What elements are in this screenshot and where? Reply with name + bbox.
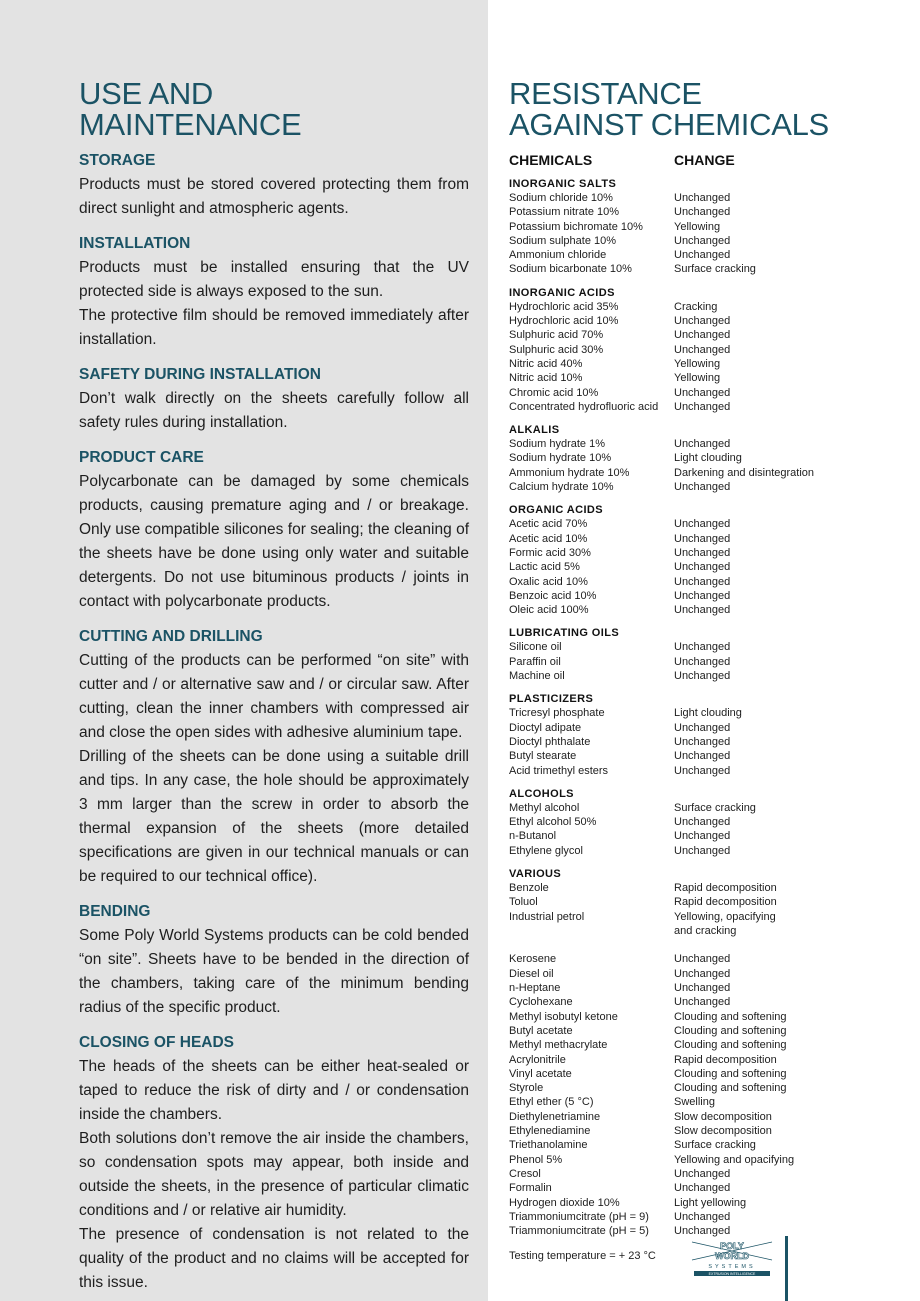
chemical-change: Unchanged xyxy=(674,589,731,602)
chemical-change: Rapid decomposition xyxy=(674,896,777,909)
section-title: SAFETY DURING INSTALLATION xyxy=(79,366,321,383)
chemical-row xyxy=(509,938,909,952)
chemical-row xyxy=(509,357,909,371)
chemical-change: Slow decomposition xyxy=(674,1125,772,1138)
chemical-change: Unchanged xyxy=(674,655,731,668)
chemical-name: Triethanolamine xyxy=(509,1139,588,1152)
chemical-change: Clouding and softening xyxy=(674,1024,787,1037)
chemical-name: Calcium hydrate 10% xyxy=(509,481,614,494)
section-title: PRODUCT CARE xyxy=(79,449,204,466)
chemical-row xyxy=(509,480,909,494)
chemical-name: Phenol 5% xyxy=(509,1153,563,1166)
chemical-name: Sulphuric acid 30% xyxy=(509,343,604,356)
chemical-row xyxy=(509,1138,909,1152)
section-paragraph: The presence of condensation is not related to the quality of the product and no claims will be accepted for this issue. xyxy=(79,1226,469,1291)
chemical-row xyxy=(509,205,909,219)
footer-accent-line xyxy=(785,1236,788,1301)
section-title: BENDING xyxy=(79,903,151,920)
chemical-row xyxy=(509,451,909,465)
chemical-name: Hydrochloric acid 10% xyxy=(509,315,619,328)
chemical-change: Surface cracking xyxy=(674,263,756,276)
chemical-change: Unchanged xyxy=(674,561,731,574)
chemical-name: Silicone oil xyxy=(509,641,562,654)
chemical-name: Oleic acid 100% xyxy=(509,604,589,617)
chemical-group-title: LUBRICATING OILS xyxy=(509,627,620,640)
chemical-change: Unchanged xyxy=(674,518,731,531)
chemical-change: Clouding and softening xyxy=(674,1010,787,1023)
chemical-group-title: ORGANIC ACIDS xyxy=(509,504,604,517)
section-title: STORAGE xyxy=(79,152,156,169)
chemical-group-title: INORGANIC SALTS xyxy=(509,178,617,190)
chemical-name: Chromic acid 10% xyxy=(509,386,599,399)
chemical-row xyxy=(509,844,909,858)
chemical-row xyxy=(509,895,909,909)
chemical-change: Unchanged xyxy=(674,206,731,219)
chemical-name: Ammonium chloride xyxy=(509,249,607,262)
heading-line-2: AGAINST CHEMICALS xyxy=(509,107,829,142)
chemical-name: Acrylonitrile xyxy=(509,1053,566,1066)
chemical-change xyxy=(674,938,909,952)
chemical-row xyxy=(509,1210,909,1224)
chemical-row xyxy=(509,220,909,234)
chemical-change: Unchanged xyxy=(674,400,731,413)
chemical-name: Vinyl acetate xyxy=(509,1067,572,1080)
chemical-row xyxy=(509,191,909,205)
chemical-row xyxy=(509,262,909,276)
chemical-row xyxy=(509,881,909,895)
chemical-name: Machine oil xyxy=(509,670,565,683)
chemical-row xyxy=(509,1153,909,1167)
section-title: CLOSING OF HEADS xyxy=(79,1034,235,1051)
chemical-row xyxy=(509,735,909,749)
chemical-row xyxy=(509,517,909,531)
chemical-row xyxy=(509,248,909,262)
chemical-row xyxy=(509,371,909,385)
chemical-change: Unchanged xyxy=(674,982,731,995)
section-paragraph: The protective film should be removed immediately after installation. xyxy=(79,307,469,348)
chemical-group-title: ALCOHOLS xyxy=(509,787,574,800)
chemical-change: Unchanged xyxy=(674,641,731,654)
chemical-name: Methyl alcohol xyxy=(509,801,580,814)
section-paragraph: Drilling of the sheets can be done using a suitable drill and tips. In any case, the hole should be approximately 3 mm larger than the screw in order to absorb the thermal expansion of the sheets (more detailed specifications are given in our technical manuals or can be required to our technical office). xyxy=(79,748,469,885)
chemical-change: Slow decomposition xyxy=(674,1110,772,1123)
chemical-change: Unchanged xyxy=(674,575,731,588)
chemical-row xyxy=(509,328,909,342)
chemical-row xyxy=(509,589,909,603)
chemical-change: Unchanged xyxy=(674,735,731,748)
heading-line-2: MAINTENANCE xyxy=(79,107,302,142)
chemical-change: Yellowing, opacifying and cracking xyxy=(674,910,776,937)
chemical-change: Yellowing xyxy=(674,220,721,233)
maintenance-sections xyxy=(79,152,469,1295)
chemical-name: Nitric acid 10% xyxy=(509,372,583,385)
chemical-row xyxy=(509,1081,909,1095)
chemical-name: Concentrated hydrofluoric acid xyxy=(509,400,659,413)
chemical-change: Light clouding xyxy=(674,452,742,465)
section-paragraph: Both solutions don’t remove the air inside the chambers, so condensation spots may appear, both inside and outside the sheets, in the presence of particular climatic conditions and / or relative air humidity. xyxy=(79,1130,469,1219)
chemical-change: Unchanged xyxy=(674,844,731,857)
chemical-change: Unchanged xyxy=(674,1225,731,1238)
chemical-group-title: ALKALIS xyxy=(509,424,560,437)
chemical-change: Unchanged xyxy=(674,816,731,829)
chemical-change: Unchanged xyxy=(674,481,731,494)
chemical-row xyxy=(509,1010,909,1024)
chemical-change: Unchanged xyxy=(674,546,731,559)
chemical-name: Acid trimethyl esters xyxy=(509,764,609,777)
chemical-name: Dioctyl adipate xyxy=(509,721,582,734)
chemical-change: Unchanged xyxy=(674,1167,731,1180)
chemical-row xyxy=(509,801,909,815)
chemical-row xyxy=(509,343,909,357)
chemical-row xyxy=(509,560,909,574)
chemical-name: Dioctyl phthalate xyxy=(509,735,591,748)
chemical-name: Sulphuric acid 70% xyxy=(509,329,604,342)
chemical-name: Methyl isobutyl ketone xyxy=(509,1010,618,1023)
chemical-change: Yellowing xyxy=(674,357,721,370)
chemical-change: Unchanged xyxy=(674,329,731,342)
chemical-row xyxy=(509,967,909,981)
chemical-group-title: PLASTICIZERS xyxy=(509,693,594,706)
chemical-change: Clouding and softening xyxy=(674,1067,787,1080)
chemical-row xyxy=(509,437,909,451)
logo-tagline-text: EXTRUSION INTELLIGENCE xyxy=(708,1272,756,1276)
chemical-name: Ethylenediamine xyxy=(509,1125,591,1138)
chemical-change: Unchanged xyxy=(674,192,731,204)
chemical-change: Clouding and softening xyxy=(674,1039,787,1052)
chemical-name: Ammonium hydrate 10% xyxy=(509,466,630,479)
chemical-row xyxy=(509,532,909,546)
chemical-change: Darkening and disintegration xyxy=(674,466,815,479)
chemical-change: Unchanged xyxy=(674,343,731,356)
chemical-row xyxy=(509,1038,909,1052)
chemical-row xyxy=(509,669,909,683)
chemical-row xyxy=(509,1095,909,1109)
section-paragraph: Products must be stored covered protecting them from direct sunlight and atmospheric agents. xyxy=(79,176,469,217)
chemical-change: Unchanged xyxy=(674,996,731,1009)
chemical-resistance-column xyxy=(509,78,909,1262)
chemical-name: Butyl acetate xyxy=(509,1024,573,1037)
chemical-change: Unchanged xyxy=(674,830,731,843)
logo-world-text: WORLD xyxy=(715,1251,749,1261)
chemical-row xyxy=(509,995,909,1009)
chemical-row xyxy=(509,1110,909,1124)
logo-systems-text: SYSTEMS xyxy=(708,1264,756,1270)
chemical-name: Methyl methacrylate xyxy=(509,1039,608,1052)
chemical-change: Unchanged xyxy=(674,750,731,763)
chemical-name: Paraffin oil xyxy=(509,655,561,668)
chemical-name: Kerosene xyxy=(509,953,557,966)
chemical-name: Triammoniumcitrate (pH = 5) xyxy=(509,1225,649,1238)
chemical-name: Sodium sulphate 10% xyxy=(509,234,617,247)
chemical-change: Unchanged xyxy=(674,386,731,399)
chemical-row xyxy=(509,1224,909,1238)
use-maintenance-heading xyxy=(79,78,469,140)
chemical-change: Surface cracking xyxy=(674,1139,756,1152)
section-paragraph: Polycarbonate can be damaged by some chemicals products, causing premature aging and / or breakage. Only use compatible silicones for sealing; the cleaning of the sheets have be done using only water and suitable detergents. Do not use bituminous products / joints in contact with polycarbonate products. xyxy=(79,473,469,610)
chemical-change: Unchanged xyxy=(674,1210,731,1223)
chemical-groups xyxy=(509,177,909,1238)
chemical-name: n-Heptane xyxy=(509,982,561,995)
chemical-change: Yellowing xyxy=(674,372,721,385)
chemical-row xyxy=(509,1124,909,1138)
chemical-change: Unchanged xyxy=(674,604,731,617)
chemical-row xyxy=(509,721,909,735)
chemical-name: Lactic acid 5% xyxy=(509,561,580,574)
chemical-row xyxy=(509,1024,909,1038)
chemical-name: Hydrochloric acid 35% xyxy=(509,300,619,313)
chemical-row xyxy=(509,640,909,654)
chemical-change: Surface cracking xyxy=(674,801,756,814)
chemical-change: Light clouding xyxy=(674,707,742,720)
chemical-change: Unchanged xyxy=(674,967,731,980)
chemical-name: Cresol xyxy=(509,1167,541,1180)
logo-poly-text: POLY xyxy=(720,1241,744,1251)
chemical-name: Ethylene glycol xyxy=(509,844,583,857)
chemical-name: Formalin xyxy=(509,1182,552,1195)
chemical-row xyxy=(509,314,909,328)
chemicals-column-header: CHEMICALS xyxy=(509,152,593,168)
chemical-row xyxy=(509,400,909,414)
chemical-name: Diesel oil xyxy=(509,967,554,980)
chemical-row xyxy=(509,386,909,400)
chemical-change: Yellowing and opacifying xyxy=(674,1153,795,1166)
section-paragraph: Don’t walk directly on the sheets carefully follow all safety rules during installation. xyxy=(79,390,469,431)
chemical-change: Unchanged xyxy=(674,721,731,734)
chemical-row xyxy=(509,829,909,843)
chemical-name: Industrial petrol xyxy=(509,910,585,923)
chemical-row xyxy=(509,1053,909,1067)
chemical-name: Styrole xyxy=(509,1082,544,1095)
chemical-change: Unchanged xyxy=(674,670,731,683)
change-column-header: CHANGE xyxy=(674,152,735,168)
chemical-name: n-Butanol xyxy=(509,830,557,843)
chemical-name: Sodium hydrate 1% xyxy=(509,438,605,451)
chemical-row xyxy=(509,655,909,669)
table-header xyxy=(509,152,909,168)
chemical-row xyxy=(509,749,909,763)
chemical-name: Butyl stearate xyxy=(509,750,577,763)
chemical-change: Unchanged xyxy=(674,532,731,545)
chemical-change: Unchanged xyxy=(674,249,731,262)
chemical-row xyxy=(509,952,909,966)
chemical-change: Rapid decomposition xyxy=(674,881,777,894)
chemical-row xyxy=(509,910,909,939)
section-title: INSTALLATION xyxy=(79,235,191,252)
chemical-name: Formic acid 30% xyxy=(509,546,591,559)
chemical-name: Oxalic acid 10% xyxy=(509,575,588,588)
chemical-name: Acetic acid 10% xyxy=(509,532,588,545)
chemical-change: Unchanged xyxy=(674,1182,731,1195)
section-paragraph: Products must be installed ensuring that the UV protected side is always exposed to the sun. xyxy=(79,259,469,300)
heading-line-1: RESISTANCE xyxy=(509,76,702,111)
chemical-name: Sodium hydrate 10% xyxy=(509,452,612,465)
chemical-name: Benzole xyxy=(509,881,549,894)
chemical-name xyxy=(509,938,674,952)
chemical-group-title: VARIOUS xyxy=(509,867,562,880)
section-title: CUTTING AND DRILLING xyxy=(79,628,263,645)
section-paragraph: The heads of the sheets can be either heat-sealed or taped to reduce the risk of dirty and / or condensation inside the chambers. xyxy=(79,1058,469,1123)
chemical-row xyxy=(509,981,909,995)
chemical-name: Triammoniumcitrate (pH = 9) xyxy=(509,1210,649,1223)
chemical-name: Benzoic acid 10% xyxy=(509,589,597,602)
chemical-row xyxy=(509,466,909,480)
chemical-change: Unchanged xyxy=(674,764,731,777)
chemical-change: Unchanged xyxy=(674,953,731,966)
chemical-name: Ethyl ether (5 °C) xyxy=(509,1096,594,1109)
chemical-name: Acetic acid 70% xyxy=(509,518,588,531)
chemical-name: Nitric acid 40% xyxy=(509,357,583,370)
chemical-name: Potassium bichromate 10% xyxy=(509,220,643,233)
section-paragraph: Cutting of the products can be performed “on site” with cutter and / or alternative saw and / or circular saw. After cutting, clean the inner chambers with compressed air and close the open sides with adhesive aluminium tape. xyxy=(79,652,469,741)
chemical-change: Swelling xyxy=(674,1096,715,1109)
chemical-row xyxy=(509,603,909,617)
chemical-change: Unchanged xyxy=(674,234,731,247)
chemical-row xyxy=(509,1181,909,1195)
chemical-name: Hydrogen dioxide 10% xyxy=(509,1196,620,1209)
resistance-heading xyxy=(509,78,909,140)
chemical-row xyxy=(509,1167,909,1181)
chemical-change: Unchanged xyxy=(674,315,731,328)
chemical-change: Unchanged xyxy=(674,438,731,451)
chemical-row xyxy=(509,764,909,778)
chemical-change: Light yellowing xyxy=(674,1196,747,1209)
testing-temperature-note: Testing temperature = + 23 °C xyxy=(509,1250,656,1263)
chemical-row xyxy=(509,1067,909,1081)
chemical-row xyxy=(509,234,909,248)
poly-world-systems-logo xyxy=(690,1240,774,1278)
chemical-row xyxy=(509,815,909,829)
chemical-name: Potassium nitrate 10% xyxy=(509,206,620,219)
chemical-name: Diethylenetriamine xyxy=(509,1110,601,1123)
chemical-row xyxy=(509,1196,909,1210)
chemical-name: Toluol xyxy=(509,896,538,909)
chemical-change: Rapid decomposition xyxy=(674,1053,777,1066)
chemical-row xyxy=(509,546,909,560)
chemical-name: Sodium chloride 10% xyxy=(509,192,613,204)
chemical-name: Ethyl alcohol 50% xyxy=(509,816,597,829)
chemical-change: Cracking xyxy=(674,300,718,313)
chemical-row xyxy=(509,300,909,314)
chemical-change: Clouding and softening xyxy=(674,1082,787,1095)
heading-line-1: USE AND xyxy=(79,76,213,111)
section-paragraph: Some Poly World Systems products can be cold bended “on site”. Sheets have to be bended in the direction of the chambers, taking care of the minimum bending radius of the specific product. xyxy=(79,927,469,1016)
use-and-maintenance-column xyxy=(79,78,469,1295)
chemical-row xyxy=(509,575,909,589)
chemical-name: Tricresyl phosphate xyxy=(509,707,605,720)
chemical-name: Cyclohexane xyxy=(509,996,573,1009)
chemical-group-title: INORGANIC ACIDS xyxy=(509,286,615,299)
chemical-name: Sodium bicarbonate 10% xyxy=(509,263,632,276)
chemical-row xyxy=(509,706,909,720)
